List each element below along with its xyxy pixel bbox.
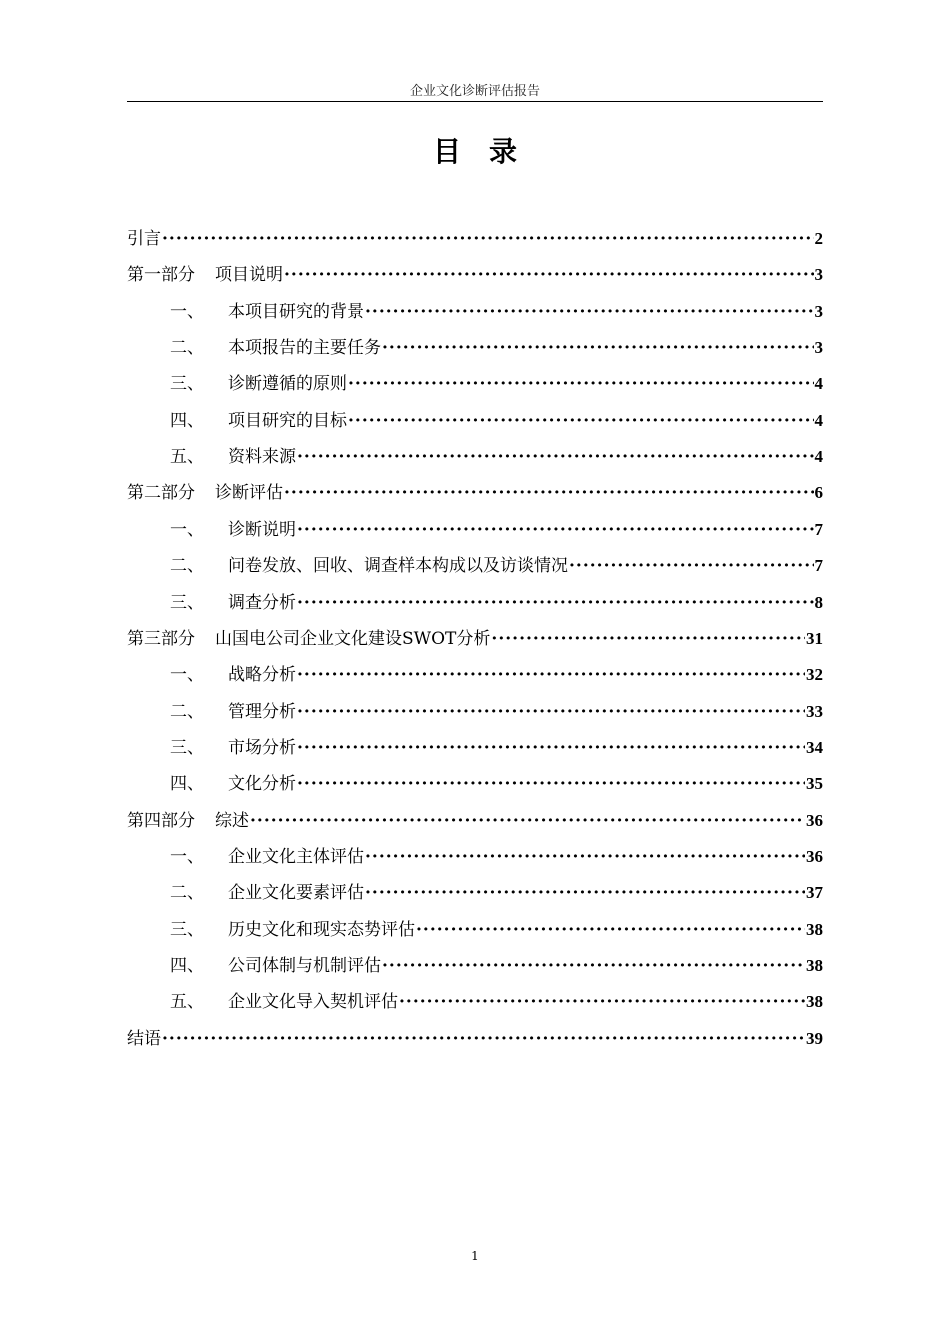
toc-entry-label: 结语: [127, 1029, 161, 1049]
toc-entry[interactable]: [170, 700, 823, 724]
toc-entry[interactable]: [170, 336, 823, 360]
header-rule: [127, 101, 823, 102]
toc-entry-number: 五、: [170, 992, 204, 1012]
toc-entry-page: 6: [814, 483, 823, 502]
toc-entry[interactable]: [170, 300, 823, 324]
toc-entry-label: 历史文化和现实态势评估: [228, 920, 415, 940]
toc-entry-leader: [297, 772, 805, 796]
toc-entry-leader: [297, 700, 805, 724]
toc-entry-leader: [569, 554, 814, 578]
toc-entry-label: 管理分析: [228, 702, 296, 722]
toc-entry-leader: [416, 918, 805, 942]
toc-entry-page: 4: [814, 447, 823, 466]
toc-entry-label: 公司体制与机制评估: [228, 956, 381, 976]
toc-entry-number: 四、: [170, 411, 204, 431]
toc-entry-label: 调查分析: [228, 593, 296, 613]
toc-entry-page: 36: [806, 847, 823, 866]
toc-entry[interactable]: [170, 990, 823, 1014]
toc-entry[interactable]: [127, 263, 823, 287]
toc-entry-number: 三、: [170, 593, 204, 613]
toc-entry-leader: [162, 1027, 805, 1051]
toc-entry-page: 34: [806, 738, 823, 757]
toc-entry-part: 第二部分: [127, 483, 195, 503]
toc-entry[interactable]: [127, 1027, 823, 1051]
toc-entry-page: 7: [814, 556, 823, 575]
toc-entry-page: 3: [814, 302, 823, 321]
toc-entry-leader: [348, 409, 814, 433]
toc-entry[interactable]: [170, 845, 823, 869]
toc-entry-number: 三、: [170, 920, 204, 940]
toc-entry[interactable]: [170, 409, 823, 433]
toc-entry-label: 资料来源: [228, 447, 296, 467]
toc-entry[interactable]: [170, 554, 823, 578]
toc-entry-page: 33: [806, 702, 823, 721]
toc-entry-page: 38: [806, 992, 823, 1011]
toc-entry-number: 二、: [170, 338, 204, 358]
toc-entry-page: 7: [814, 520, 823, 539]
toc-entry-page: 37: [806, 883, 823, 902]
toc-entry-leader: [382, 954, 805, 978]
toc-entry-label: 问卷发放、回收、调查样本构成以及访谈情况: [228, 556, 568, 576]
toc-entry-page: 39: [806, 1029, 823, 1048]
toc-entry-leader: [297, 518, 814, 542]
toc-entry-label: 山国电公司企业文化建设SWOT分析: [215, 629, 491, 649]
toc-entry-leader: [348, 372, 814, 396]
toc-entry-label: 引言: [127, 229, 161, 249]
toc-entry[interactable]: [170, 881, 823, 905]
toc-entry-leader: [297, 663, 805, 687]
toc-entry-page: 4: [814, 411, 823, 430]
toc-entry-page: 4: [814, 374, 823, 393]
toc-entry-page: 2: [814, 229, 823, 248]
toc-entry-number: 一、: [170, 302, 204, 322]
toc-entry[interactable]: [170, 918, 823, 942]
toc-entry-number: 二、: [170, 556, 204, 576]
toc-entry[interactable]: [170, 954, 823, 978]
toc-entry-leader: [162, 227, 814, 251]
toc-entry-leader: [491, 627, 805, 651]
toc-entry-leader: [284, 481, 814, 505]
toc-entry-page: 36: [806, 811, 823, 830]
toc-title: 目录: [432, 135, 545, 168]
toc-entry-label: 战略分析: [228, 665, 296, 685]
toc-entry-label: 市场分析: [228, 738, 296, 758]
toc-entry-number: 三、: [170, 738, 204, 758]
toc-entry[interactable]: [127, 227, 823, 251]
toc-entry[interactable]: [127, 481, 823, 505]
toc-entry-page: 35: [806, 774, 823, 793]
toc-entry-leader: [365, 300, 814, 324]
toc-entry-number: 二、: [170, 702, 204, 722]
toc-entry-label: 企业文化要素评估: [228, 883, 364, 903]
toc-entry-number: 五、: [170, 447, 204, 467]
toc-entry-label: 诊断说明: [228, 520, 296, 540]
toc-entry-number: 四、: [170, 956, 204, 976]
page-header: 企业文化诊断评估报告: [409, 84, 540, 99]
toc-entry-page: 32: [806, 665, 823, 684]
toc-entry[interactable]: [127, 809, 823, 833]
toc-entry-part: 第三部分: [127, 629, 195, 649]
toc-entry-page: 3: [814, 338, 823, 357]
toc-entry-number: 四、: [170, 774, 204, 794]
toc-entry-page: 8: [814, 593, 823, 612]
page-number: 1: [471, 1249, 479, 1263]
toc-entry-leader: [297, 591, 814, 615]
toc-entry-number: 三、: [170, 374, 204, 394]
toc-entry-page: 3: [814, 265, 823, 284]
toc-entry-leader: [365, 845, 805, 869]
toc-entry-label: 文化分析: [228, 774, 296, 794]
toc-entry[interactable]: [170, 518, 823, 542]
toc-entry-label: 项目说明: [215, 265, 283, 285]
toc-entry-label: 企业文化主体评估: [228, 847, 364, 867]
toc-entry-part: 第四部分: [127, 811, 195, 831]
toc-entry-leader: [399, 990, 805, 1014]
toc-entry[interactable]: [127, 627, 823, 651]
toc-entry[interactable]: [170, 772, 823, 796]
toc-entry-page: 38: [806, 920, 823, 939]
toc-entry-label: 本项报告的主要任务: [228, 338, 381, 358]
toc-entry-leader: [284, 263, 814, 287]
toc-entry-page: 38: [806, 956, 823, 975]
toc-entry-number: 一、: [170, 665, 204, 685]
toc-entry[interactable]: [170, 663, 823, 687]
toc-entry[interactable]: [170, 445, 823, 469]
toc-entry-label: 诊断遵循的原则: [228, 374, 347, 394]
toc-entry-label: 本项目研究的背景: [228, 302, 364, 322]
toc-entry-number: 一、: [170, 520, 204, 540]
toc-entry-label: 项目研究的目标: [228, 411, 347, 431]
toc-entry-leader: [297, 445, 814, 469]
toc-entry-leader: [250, 809, 805, 833]
toc-entry-leader: [297, 736, 805, 760]
toc-entry-leader: [382, 336, 814, 360]
toc-entry[interactable]: [170, 372, 823, 396]
toc-entry-label: 企业文化导入契机评估: [228, 992, 398, 1012]
toc-entry-label: 诊断评估: [215, 483, 283, 503]
toc-entry[interactable]: [170, 591, 823, 615]
toc-entry-part: 第一部分: [127, 265, 195, 285]
toc-entry[interactable]: [170, 736, 823, 760]
toc-entry-number: 二、: [170, 883, 204, 903]
toc-entry-label: 综述: [215, 811, 249, 831]
toc-entry-number: 一、: [170, 847, 204, 867]
toc-entry-leader: [365, 881, 805, 905]
toc-entry-page: 31: [806, 629, 823, 648]
